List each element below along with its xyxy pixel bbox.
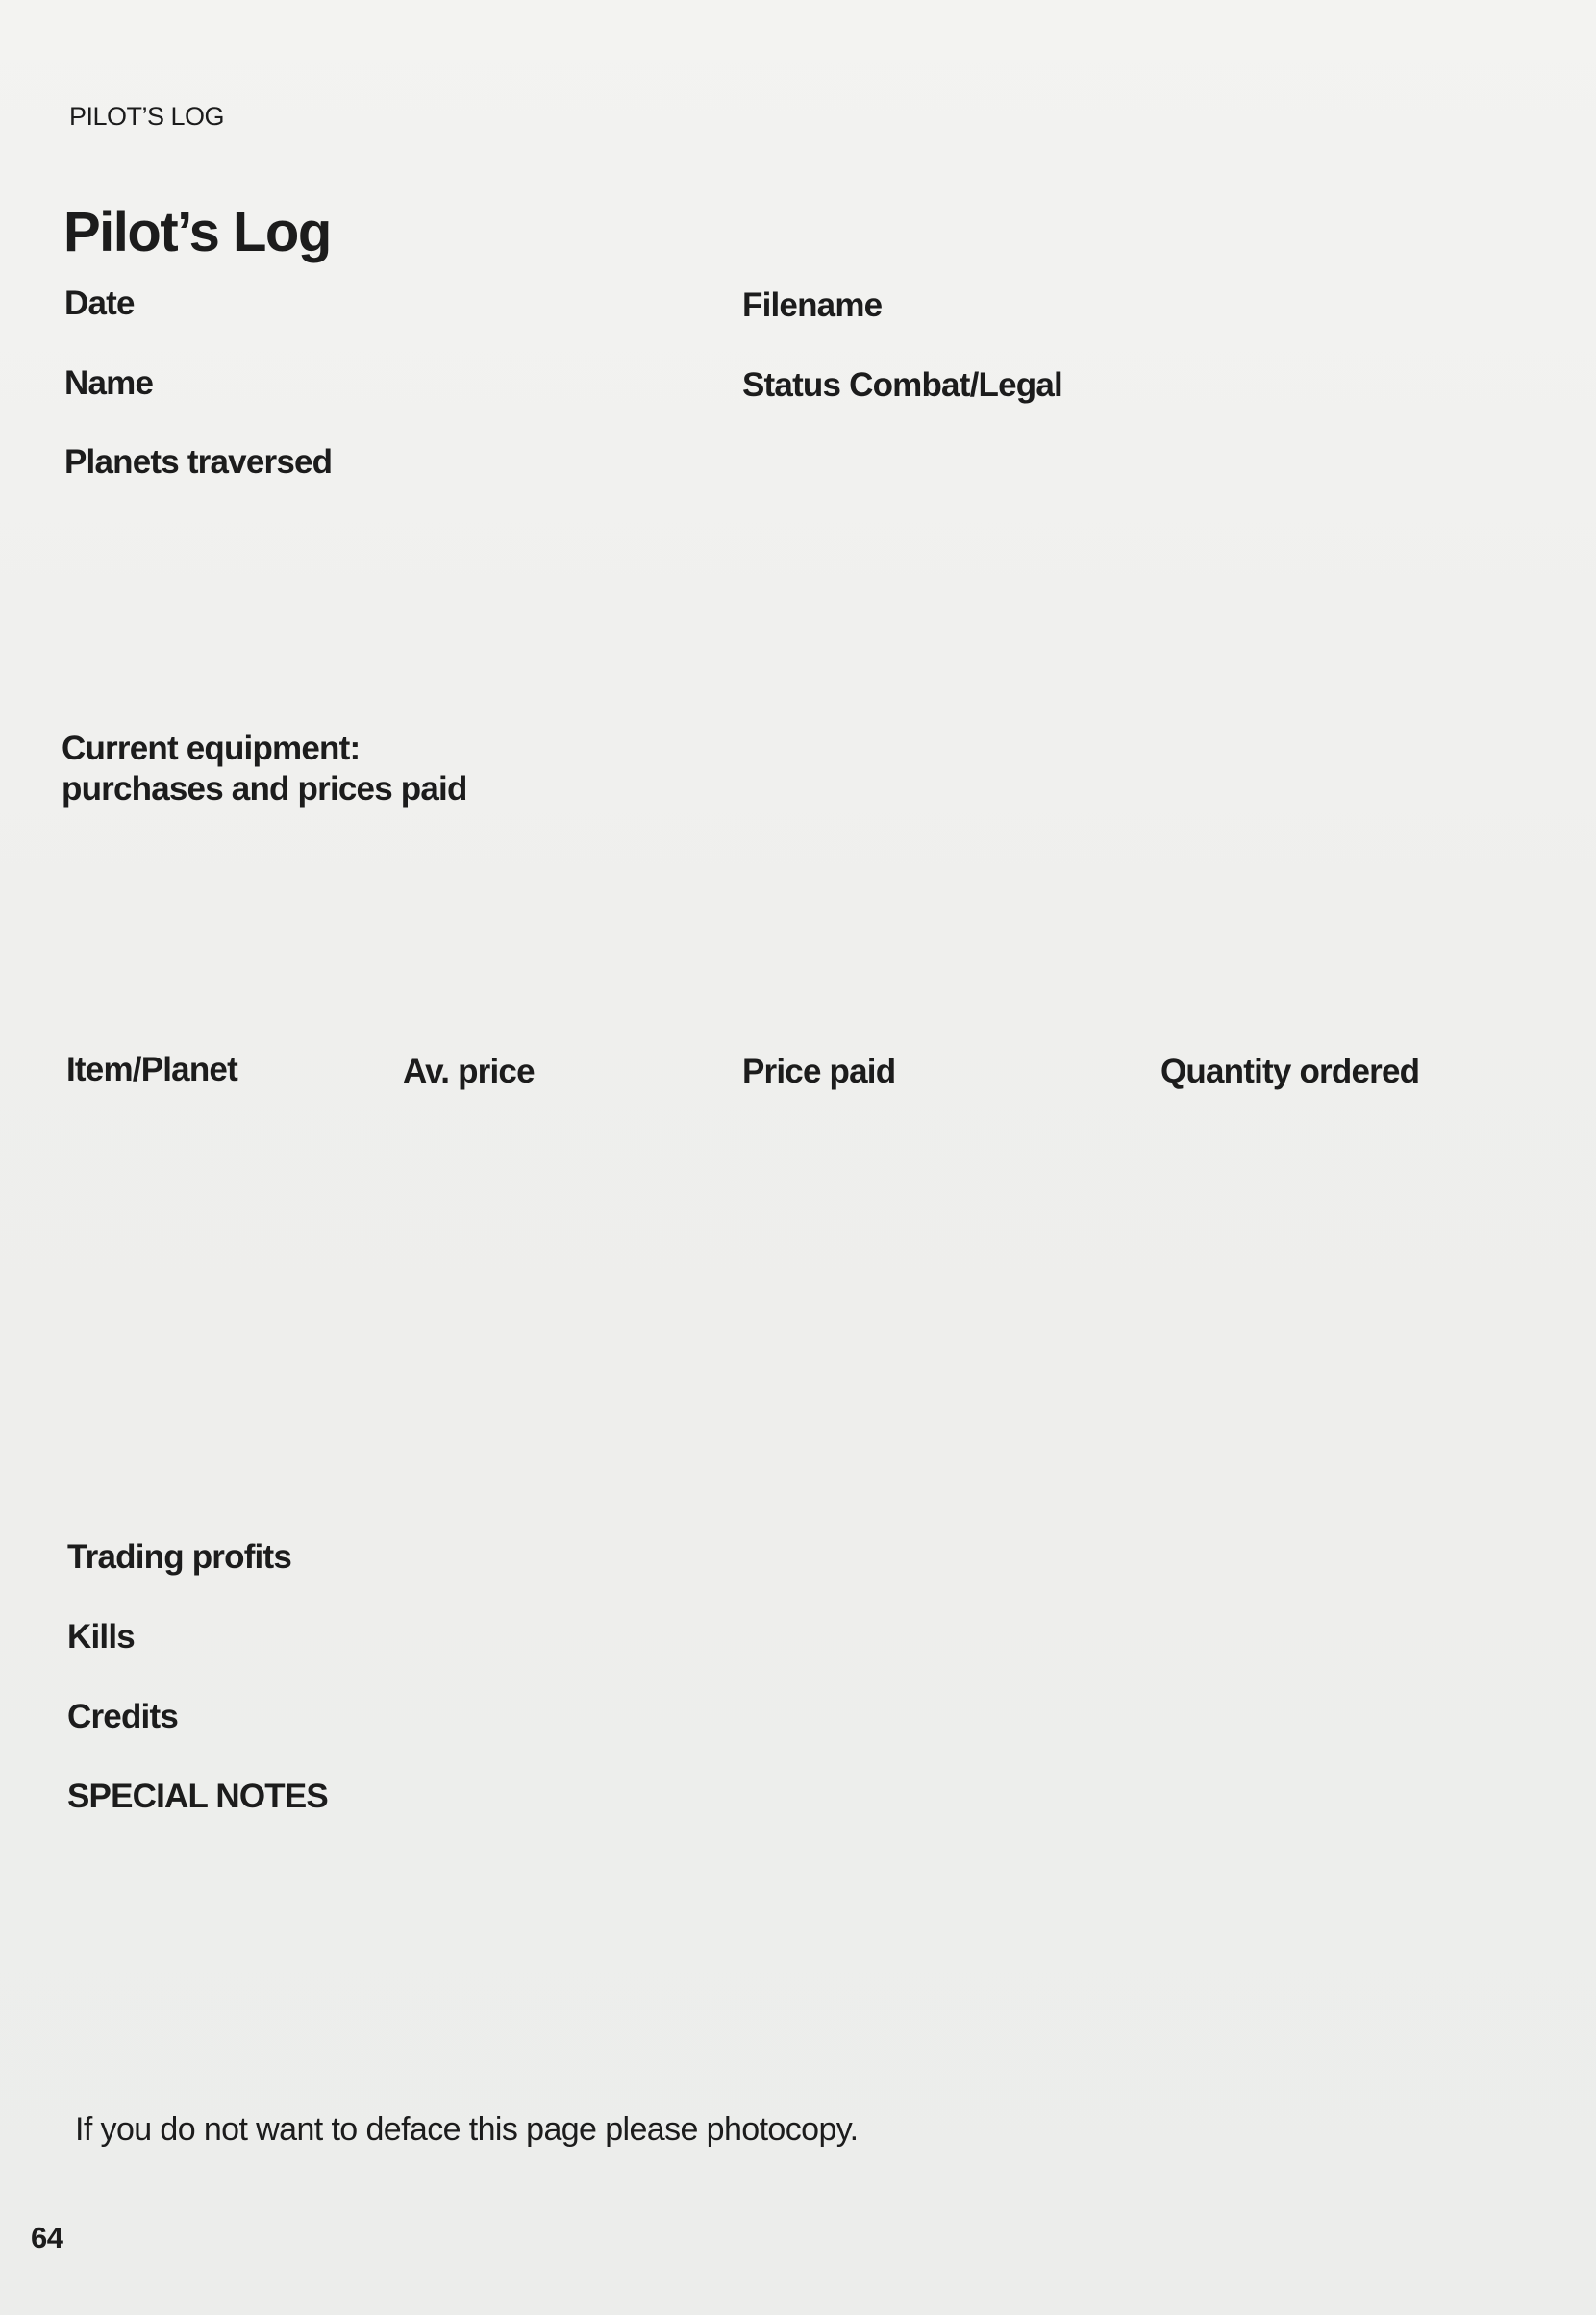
trading-profits-label: Trading profits (67, 1538, 292, 1576)
col-header-price-paid: Price paid (742, 1053, 896, 1090)
current-equipment-line1: Current equipment: (62, 730, 361, 767)
photocopy-note: If you do not want to deface this page please photocopy. (75, 2111, 859, 2148)
page-number: 64 (31, 2221, 63, 2254)
col-header-item-planet: Item/Planet (66, 1051, 237, 1088)
filename-label: Filename (742, 286, 883, 324)
name-label: Name (64, 364, 154, 402)
planets-traversed-label: Planets traversed (64, 443, 333, 481)
current-equipment-line2: purchases and prices paid (62, 770, 467, 808)
credits-label: Credits (67, 1698, 178, 1735)
current-equipment-heading (62, 729, 467, 809)
kills-label: Kills (67, 1618, 135, 1655)
special-notes-label: SPECIAL NOTES (67, 1778, 328, 1815)
col-header-quantity-ordered: Quantity ordered (1160, 1053, 1420, 1090)
date-label: Date (64, 285, 135, 322)
status-label: Status Combat/Legal (742, 366, 1062, 404)
col-header-av-price: Av. price (403, 1053, 535, 1090)
running-head: PILOT’S LOG (69, 102, 225, 131)
page-title: Pilot’s Log (63, 201, 331, 263)
